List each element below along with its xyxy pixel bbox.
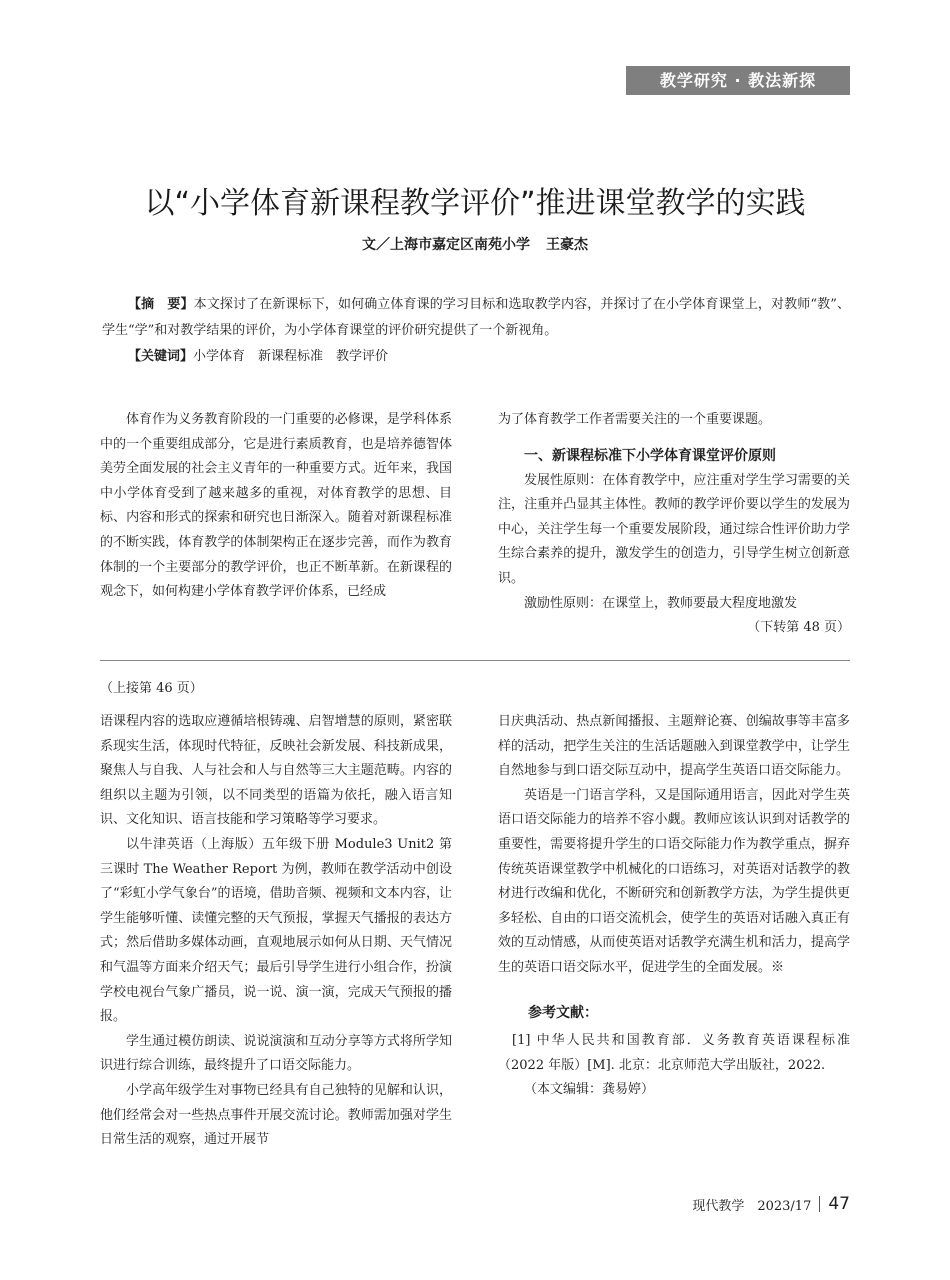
abstract-block xyxy=(102,292,850,370)
upper-left-column xyxy=(100,408,452,605)
references-title: 参考文献： xyxy=(528,1004,598,1021)
journal-info: 现代教学 2023/17 xyxy=(692,1198,812,1214)
keywords xyxy=(102,344,850,370)
body-paragraph: 小学高年级学生对事物已经具有自己独特的见解和认识，他们经常会对一些热点事件开展交流讨论。教师需加强对学生日常生活的观察，通过开展节 xyxy=(100,1082,452,1148)
abstract xyxy=(102,292,850,344)
body-paragraph: 激励性原则：在课堂上，教师要最大程度地激发 xyxy=(524,595,798,611)
abstract-label: 【摘 要】 xyxy=(128,297,194,312)
continued-on-note: （下转第 48 页） xyxy=(747,620,850,636)
section-divider xyxy=(100,660,850,661)
byline-affiliation: 文／上海市嘉定区南苑小学 xyxy=(362,237,530,253)
upper-right-column xyxy=(498,408,850,641)
keywords-label: 【关键词】 xyxy=(128,349,194,364)
body-paragraph: 英语是一门语言学科，又是国际通用语言，因此对学生英语口语交际能力的培养不容小觑。教师应该认识到对话教学的重要性，需要将提升学生的口语交际能力作为教学重点，摒弃传统英语课堂教学中机械化的口语练习，对英语对话教学的教材进行改编和优化，不断研究和创新教学方法，为学生提供更多轻松、自由的口语交流机会，使学生的英语对话融入真正有效的互动情感，从而使英语对话教学充满生机和活力，提高学生的英语口语交际水平，促进学生的全面发展。※ xyxy=(498,787,850,975)
body-paragraph: 为了体育教学工作者需要关注的一个重要课题。 xyxy=(498,412,772,427)
page-footer xyxy=(692,1194,850,1214)
body-paragraph: 语课程内容的选取应遵循培根铸魂、启智增慧的原则，紧密联系现实生活，体现时代特征，反映社会新发展、科技新成果，聚焦人与自我、人与社会和人与自然等三大主题范畴。内容的组织以主题为引领，以不同类型的语篇为依托，融入语言知识、文化知识、语言技能和学习策略等学习要求。 xyxy=(100,714,452,828)
reference-item: [1] 中华人民共和国教育部．义务教育英语课程标准（2022 年版）[M]. 北京：北京师范大学出版社，2022. xyxy=(498,1033,850,1073)
section-heading: 一、新课程标准下小学体育课堂评价原则 xyxy=(524,447,776,464)
body-paragraph: 学生通过模仿朗读、说说演演和互动分享等方式将所学知识进行综合训练，最终提升了口语交际能力。 xyxy=(100,1033,452,1074)
byline-author: 王豪杰 xyxy=(546,237,588,253)
lower-left-column xyxy=(100,710,452,1153)
body-paragraph: 体育作为义务教育阶段的一门重要的必修课，是学科体系中的一个重要组成部分，它是进行素质教育，也是培养德智体美劳全面发展的社会主义青年的一种重要方式。近年来，我国中小学体育受到了越来越多的重视，对体育教学的思想、目标、内容和形式的探索和研究也日渐深入。随着对新课程标准的不断实践，体育教学的体制架构正在逐步完善，而作为教育体制的一个主要部分的教学评价，也正不断革新。在新课程的观念下，如何构建小学体育教学评价体系，已经成 xyxy=(100,412,452,600)
body-paragraph: 日庆典活动、热点新闻播报、主题辩论赛、创编故事等丰富多样的活动，把学生关注的生活话题融入到课堂教学中，让学生自然地参与到口语交际互动中，提高学生英语口语交际能力。 xyxy=(498,714,850,779)
article-title: 以“小学体育新课程教学评价”推进课堂教学的实践 xyxy=(144,186,806,221)
abstract-text: 本文探讨了在新课标下，如何确立体育课的学习目标和选取教学内容，并探讨了在小学体育课堂上，对教师“教”、学生“学”和对教学结果的评价，为小学体育课堂的评价研究提供了一个新视角。 xyxy=(102,297,850,338)
lower-right-column xyxy=(498,710,850,1103)
byline xyxy=(0,234,950,254)
body-paragraph: 发展性原则：在体育教学中，应注重对学生学习需要的关注，注重并凸显其主体性。教师的教学评价要以学生的发展为中心，关注学生每一个重要发展阶段，通过综合性评价助力学生综合素养的提升，激发学生的创造力，引导学生树立创新意识。 xyxy=(498,472,850,586)
continued-from-note: （上接第 46 页） xyxy=(100,681,203,696)
footer-separator xyxy=(819,1196,820,1212)
section-header-banner: 教学研究 · 教法新探 xyxy=(626,66,850,95)
editor-note: （本文编辑：龚易婷） xyxy=(524,1082,655,1098)
body-paragraph: 以牛津英语（上海版）五年级下册 Module3 Unit2 第三课时 The Weather Report 为例，教师在教学活动中创设了“彩虹小学气象台”的语境，借助音频、视频和文本内容，让学生能够听懂、读懂完整的天气预报，掌握天气播报的表达方式；然后借助多媒体动画，直观地展示如何从日期、天气情况和气温等方面来介绍天气；最后引导学生进行小组合作，扮演学校电视台气象广播员，说一说、演一演，完成天气预报的播报。 xyxy=(100,836,452,1025)
keywords-text: 小学体育 新课程标准 教学评价 xyxy=(193,349,389,364)
page-number: 47 xyxy=(828,1194,850,1214)
